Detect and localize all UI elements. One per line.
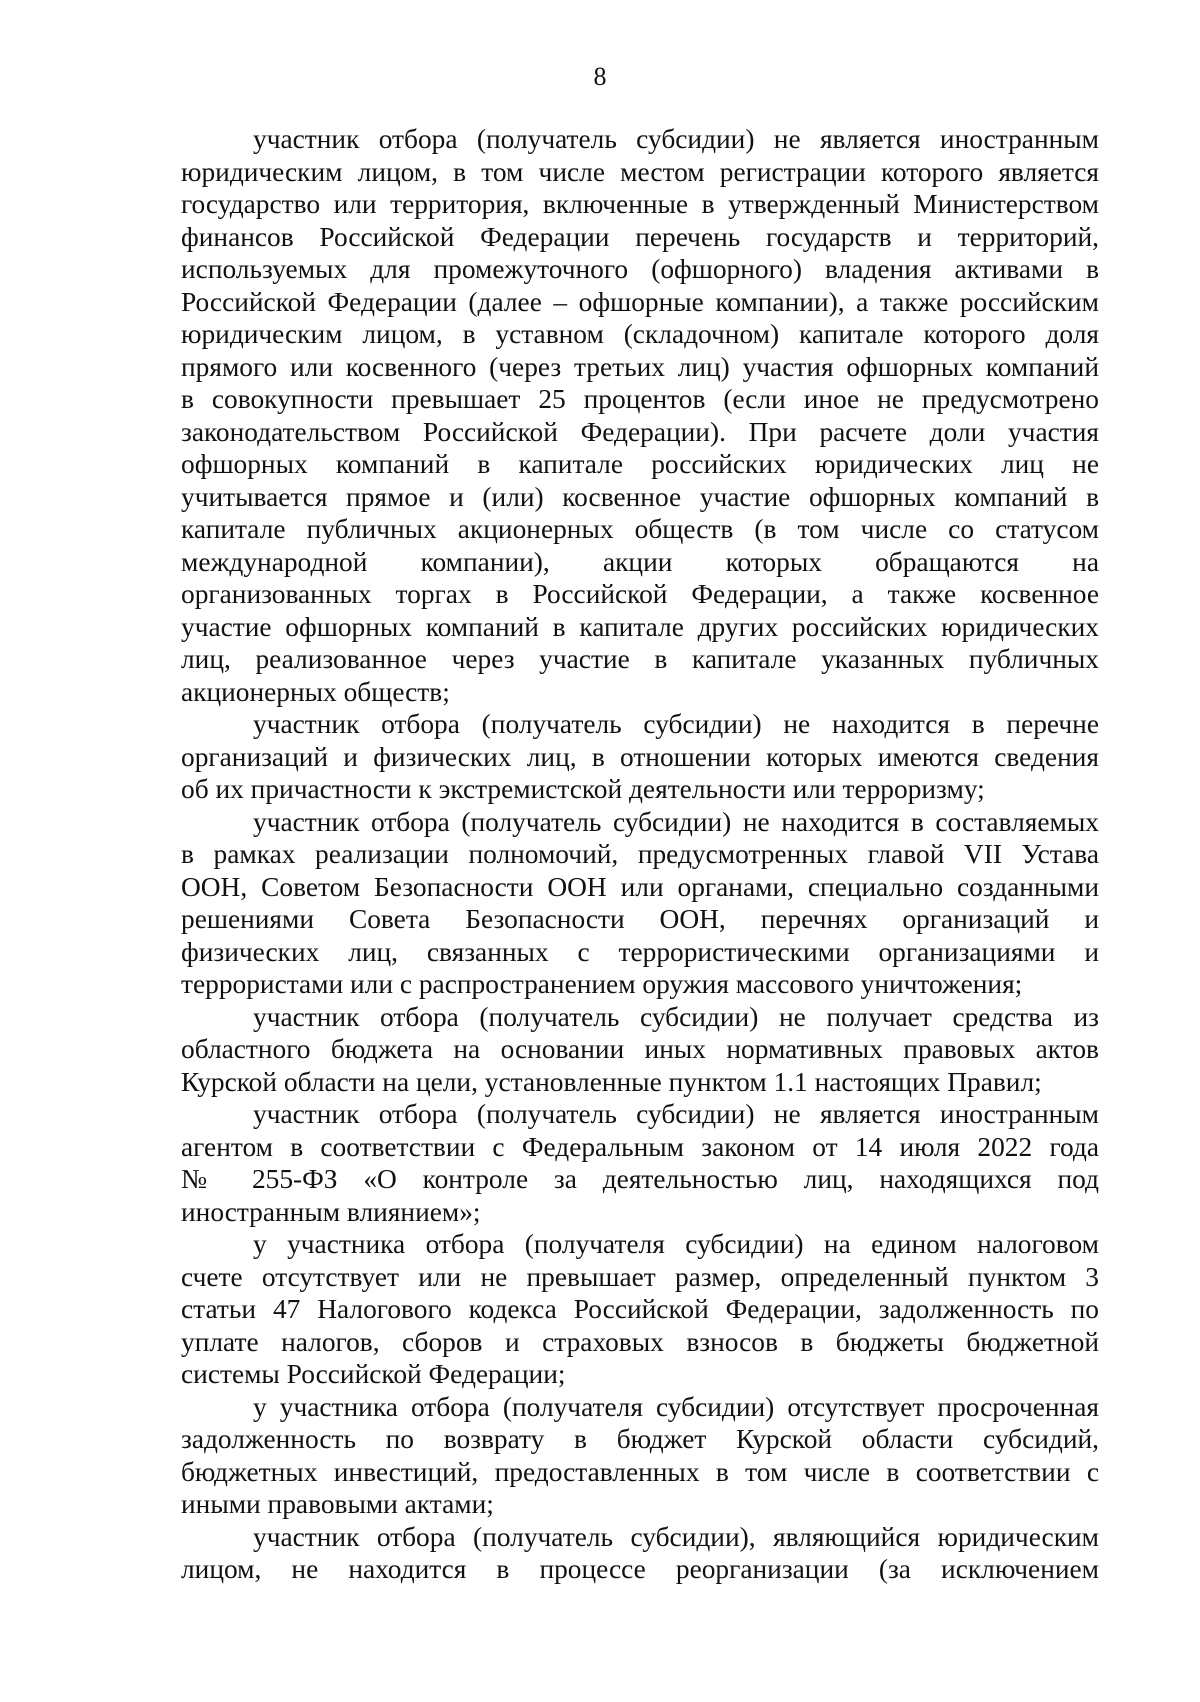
- text-line: прямого или косвенного (через третьих лиц) участия офшорных компаний: [181, 351, 1099, 382]
- text-line: в совокупности превышает 25 процентов (если иное не предусмотрено: [181, 384, 1099, 414]
- text-line: областного бюджета на основании иных нормативных правовых актов: [181, 1034, 1099, 1064]
- text-line: офшорных компаний в капитале российских юридических лиц не: [181, 449, 1099, 479]
- paragraph-first-line: у участника отбора (получателя субсидии) отсутствует просроченная: [253, 1391, 1099, 1422]
- text-line: террористами или с распространением оружия массового уничтожения;: [181, 969, 1023, 999]
- body-text: [181, 123, 1099, 1586]
- text-line: иностранным влиянием»;: [181, 1196, 481, 1227]
- text-line: используемых для промежуточного (офшорного) владения активами в: [181, 254, 1099, 284]
- text-line: статьи 47 Налогового кодекса Российской Федерации, задолженность по: [181, 1294, 1099, 1324]
- page-number: 8: [593, 62, 607, 91]
- text-line: лицом, не находится в процессе реорганизации (за исключением: [181, 1554, 1099, 1584]
- text-line: государство или территория, включенные в утвержденный Министерством: [181, 189, 1099, 219]
- text-line: учитывается прямое и (или) косвенное участие офшорных компаний в: [181, 481, 1099, 512]
- text-line: юридическим лицом, в уставном (складочном) капитале которого доля: [181, 319, 1099, 349]
- text-line: финансов Российской Федерации перечень государств и территорий,: [181, 221, 1099, 252]
- paragraph-first-line: участник отбора (получатель субсидии) не получает средства из: [253, 1001, 1099, 1032]
- paragraph-first-line: участник отбора (получатель субсидии) не является иностранным: [253, 1099, 1099, 1129]
- text-line: агентом в соответствии с Федеральным законом от 14 июля 2022 года: [181, 1131, 1099, 1162]
- text-line: задолженность по возврату в бюджет Курской области субсидий,: [181, 1424, 1099, 1454]
- text-line: счете отсутствует или не превышает размер, определенный пунктом 3: [181, 1261, 1099, 1292]
- paragraph-first-line: участник отбора (получатель субсидии) не является иностранным: [253, 124, 1099, 154]
- text-line: лиц, реализованное через участие в капитале указанных публичных: [181, 644, 1099, 674]
- text-line: бюджетных инвестиций, предоставленных в том числе в соответствии с: [181, 1456, 1099, 1487]
- paragraph-first-line: у участника отбора (получателя субсидии) на едином налоговом: [253, 1229, 1099, 1259]
- text-line: в рамках реализации полномочий, предусмотренных главой VII Устава: [181, 839, 1099, 869]
- text-line: организаций и физических лиц, в отношении которых имеются сведения: [181, 741, 1099, 772]
- text-line: Курской области на цели, установленные пунктом 1.1 настоящих Правил;: [181, 1066, 1042, 1097]
- text-line: акционерных обществ;: [181, 676, 450, 707]
- text-line: ООН, Советом Безопасности ООН или органами, специально созданными: [181, 871, 1099, 902]
- paragraph-first-line: участник отбора (получатель субсидии), являющийся юридическим: [253, 1521, 1099, 1552]
- paragraph-first-line: участник отбора (получатель субсидии) не находится в составляемых: [253, 806, 1099, 837]
- text-line: капитале публичных акционерных обществ (в том числе со статусом: [181, 514, 1099, 544]
- text-line: решениями Совета Безопасности ООН, перечнях организаций и: [181, 904, 1099, 934]
- text-line: иными правовыми актами;: [181, 1489, 494, 1519]
- text-line: юридическим лицом, в том числе местом регистрации которого является: [181, 156, 1099, 187]
- text-line: системы Российской Федерации;: [181, 1359, 566, 1389]
- text-line: участие офшорных компаний в капитале других российских юридических: [181, 611, 1099, 642]
- text-line: Российской Федерации (далее – офшорные компании), а также российским: [181, 286, 1099, 317]
- paragraph-first-line: участник отбора (получатель субсидии) не находится в перечне: [253, 709, 1099, 739]
- text-line: физических лиц, связанных с террористическими организациями и: [181, 936, 1099, 967]
- text-line: законодательством Российской Федерации). При расчете доли участия: [181, 416, 1099, 447]
- text-line: уплате налогов, сборов и страховых взносов в бюджеты бюджетной: [181, 1326, 1099, 1357]
- text-line: организованных торгах в Российской Федерации, а также косвенное: [181, 579, 1099, 609]
- text-line: международной компании), акции которых обращаются на: [181, 546, 1099, 577]
- text-line: № 255-ФЗ «О контроле за деятельностью лиц, находящихся под: [181, 1164, 1099, 1194]
- text-line: об их причастности к экстремистской деятельности или терроризму;: [181, 774, 985, 804]
